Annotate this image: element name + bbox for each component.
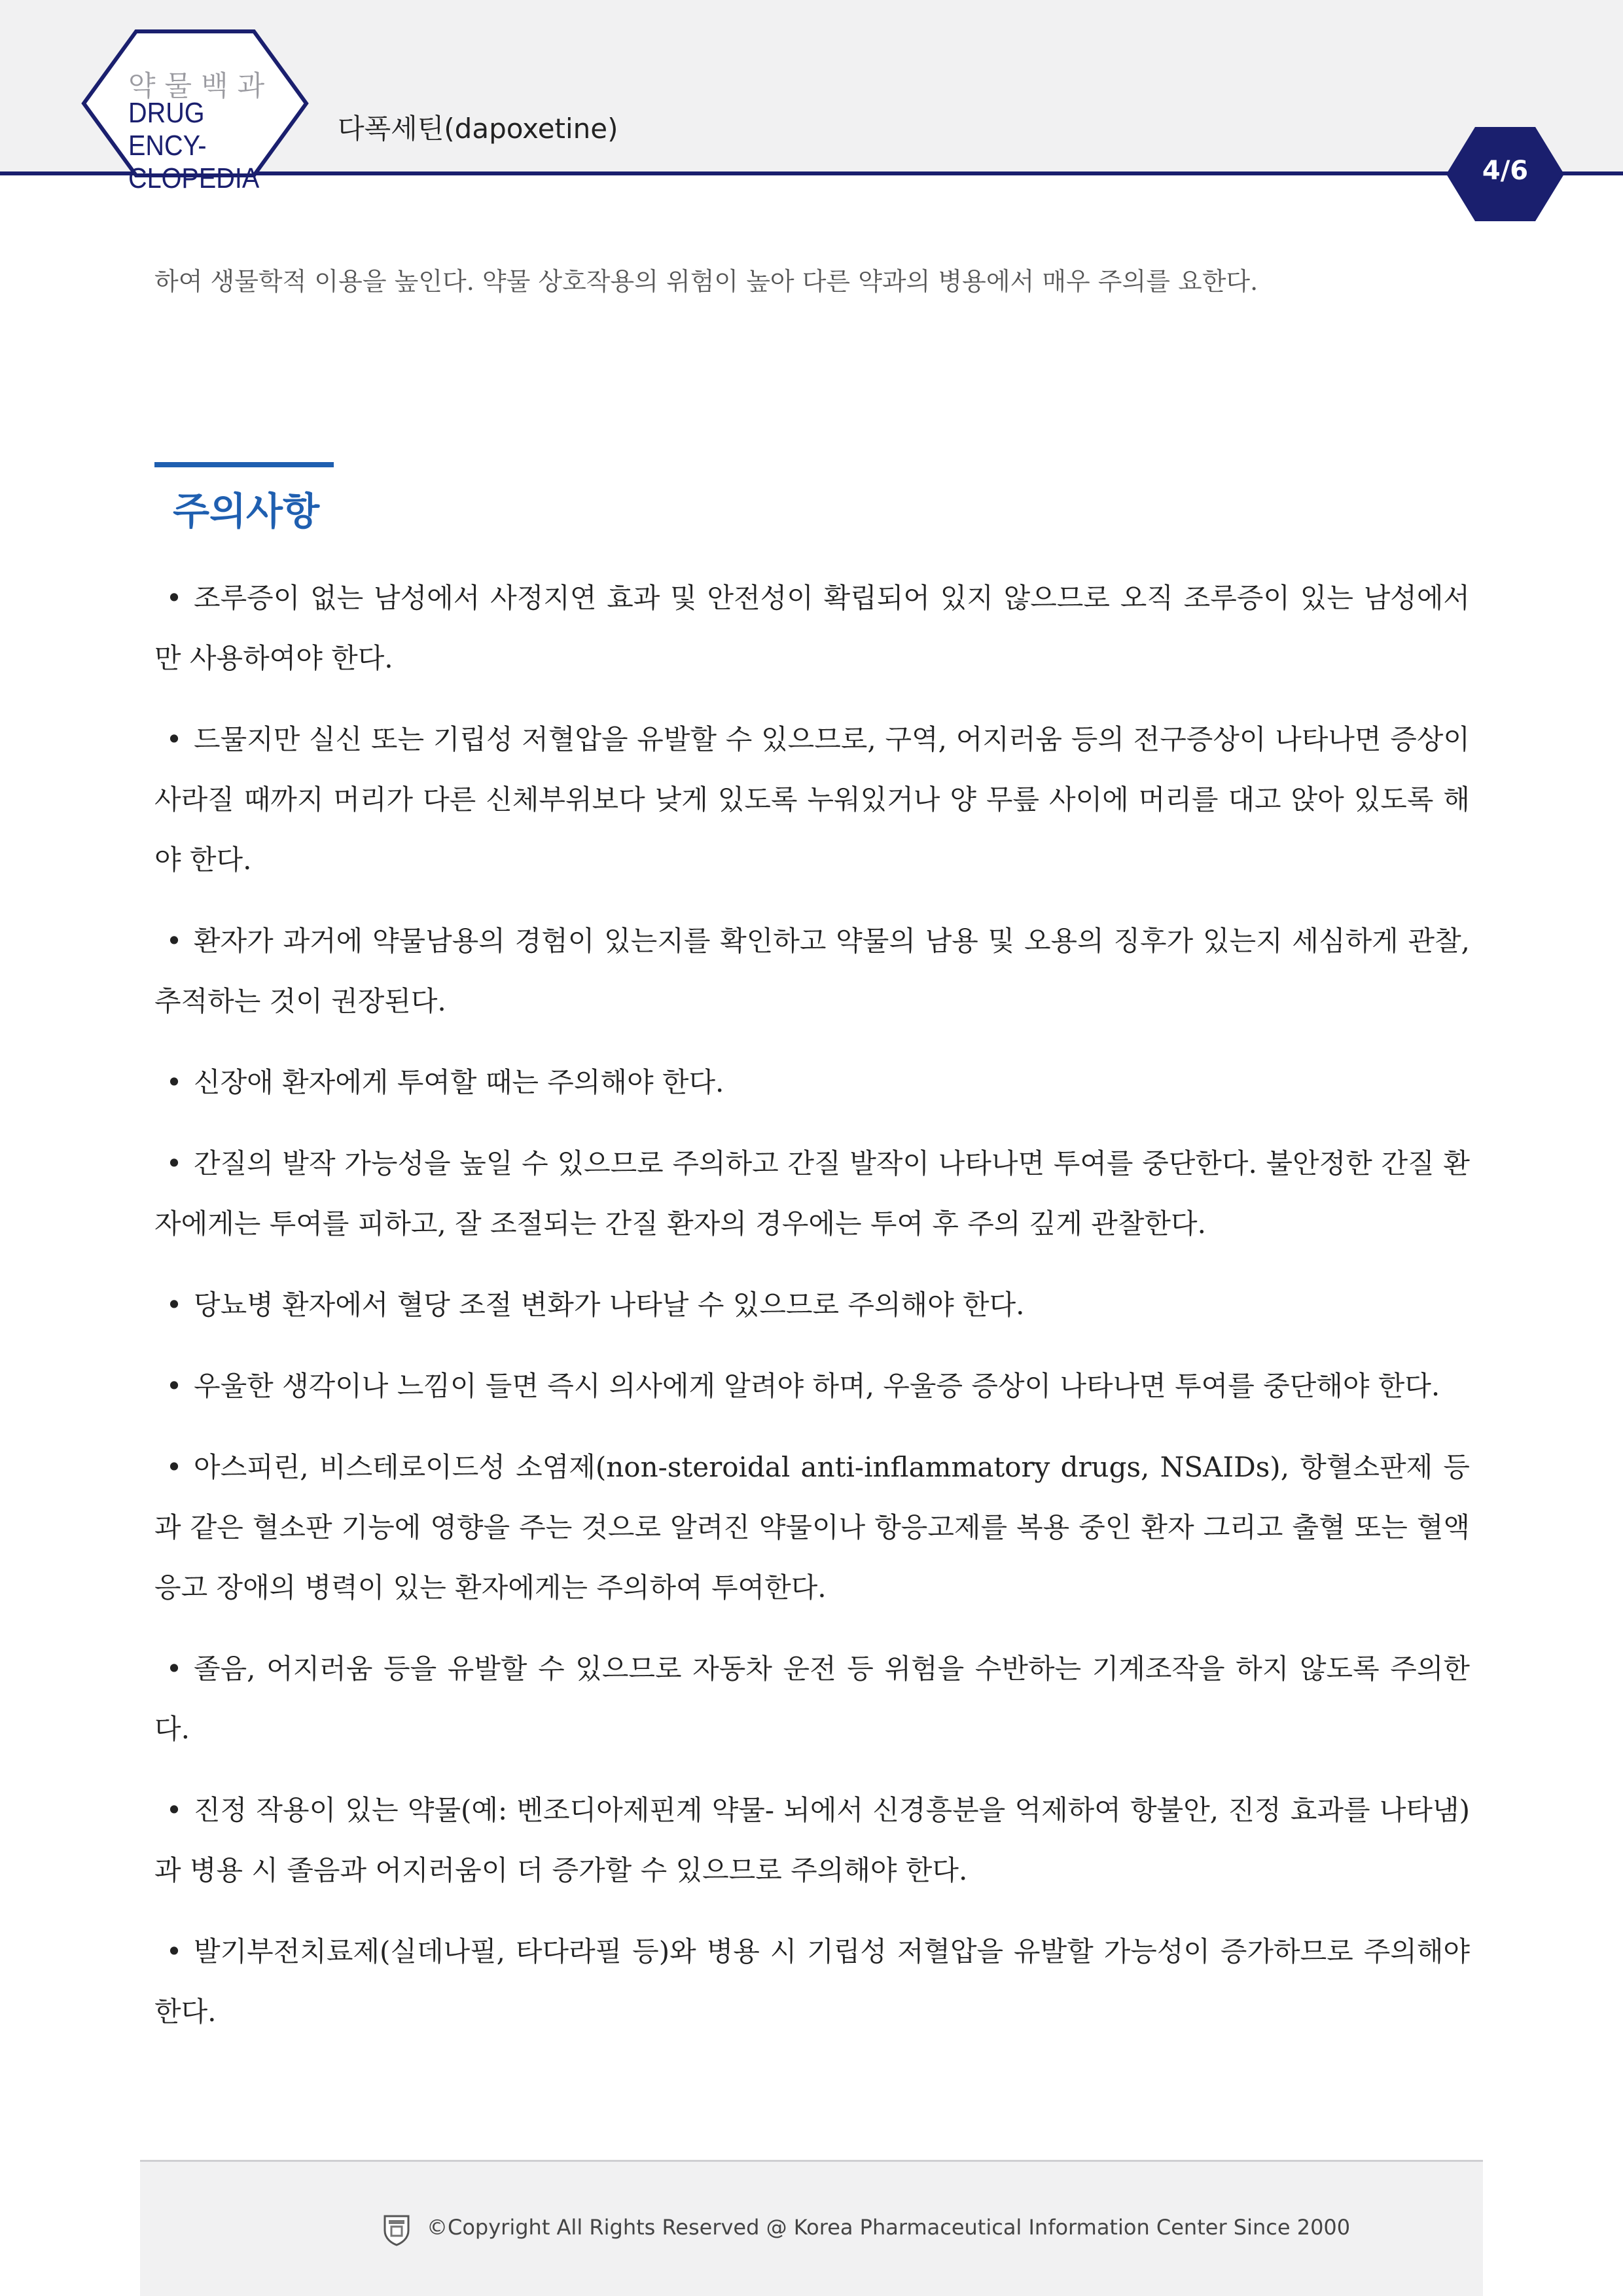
- footer-copyright: ©Copyright All Rights Reserved @ Korea Pharmaceutical Information Center Since 2000: [427, 2215, 1351, 2240]
- list-item: [154, 911, 1470, 1031]
- precautions-list: [154, 568, 1470, 2063]
- list-item: [154, 1780, 1470, 1901]
- drug-title: 다폭세틴(dapoxetine): [338, 113, 618, 145]
- page-indicator: 4/6: [1482, 156, 1529, 186]
- list-item-text: 졸음, 어지러움 등을 유발할 수 있으므로 자동차 운전 등 위험을 수반하는 기계조작을 하지 않도록 주의한다.: [154, 1653, 1470, 1745]
- section-title-rule: [154, 462, 334, 467]
- list-item-text: 당뇨병 환자에서 혈당 조절 변화가 나타날 수 있으므로 주의해야 한다.: [194, 1289, 1025, 1321]
- list-item-text: 발기부전치료제(실데나필, 타다라필 등)와 병용 시 기립성 저혈압을 유발할 가능성이 증가하므로 주의해야 한다.: [154, 1935, 1470, 2028]
- list-item-text: 아스피린, 비스테로이드성 소염제(non-steroidal anti-inflammatory drugs, NSAIDs), 항혈소판제 등과 같은 혈소판 기능에 영향을 주는 것으로 알려진 약물이나 항응고제를 복용 중인 환자 그리고 출혈 또는 혈액응고 장애의 병력이 있는 환자에게는 주의하여 투여한다.: [154, 1451, 1470, 1604]
- list-item: [154, 709, 1470, 890]
- section-title: 주의사항: [173, 489, 320, 533]
- logo-english-line-1: DRUG ENCY-: [128, 97, 207, 162]
- list-item: [154, 1356, 1470, 1416]
- bullet-dot: •: [166, 925, 183, 957]
- bullet-dot: •: [166, 1289, 183, 1321]
- list-item: [154, 1922, 1470, 2042]
- logo-korean-text: 약물백과: [128, 70, 274, 103]
- bullet-dot: •: [166, 582, 183, 614]
- logo-english-line-2: CLOPEDIA: [128, 162, 260, 194]
- list-item: [154, 1437, 1470, 1618]
- logo-english-text: [128, 97, 281, 195]
- footer-rule: [140, 2160, 1483, 2162]
- list-item: [154, 1275, 1470, 1335]
- bullet-dot: •: [166, 1794, 183, 1826]
- bullet-dot: •: [166, 723, 183, 755]
- list-item: [154, 1639, 1470, 1759]
- list-item-text: 우울한 생각이나 느낌이 들면 즉시 의사에게 알려야 하며, 우울증 증상이 나타나면 투여를 중단해야 한다.: [194, 1370, 1440, 1402]
- kpic-emblem-icon: [382, 2214, 411, 2246]
- list-item-text: 환자가 과거에 약물남용의 경험이 있는지를 확인하고 약물의 남용 및 오용의 징후가 있는지 세심하게 관찰, 추적하는 것이 권장된다.: [154, 925, 1470, 1017]
- list-item: [154, 1134, 1470, 1254]
- bullet-dot: •: [166, 1653, 183, 1685]
- bullet-dot: •: [166, 1935, 183, 1967]
- list-item-text: 간질의 발작 가능성을 높일 수 있으므로 주의하고 간질 발작이 나타나면 투여를 중단한다. 불안정한 간질 환자에게는 투여를 피하고, 잘 조절되는 간질 환자의 경우에는 투여 후 주의 깊게 관찰한다.: [154, 1147, 1470, 1240]
- list-item-text: 드물지만 실신 또는 기립성 저혈압을 유발할 수 있으므로, 구역, 어지러움 등의 전구증상이 나타나면 증상이 사라질 때까지 머리가 다른 신체부위보다 낮게 있도록 누워있거나 양 무릎 사이에 머리를 대고 앉아 있도록 해야 한다.: [154, 723, 1470, 876]
- bullet-dot: •: [166, 1066, 183, 1098]
- list-item: [154, 1052, 1470, 1113]
- list-item-text: 조루증이 없는 남성에서 사정지연 효과 및 안전성이 확립되어 있지 않으므로 오직 조루증이 있는 남성에서만 사용하여야 한다.: [154, 582, 1470, 674]
- bullet-dot: •: [166, 1147, 183, 1179]
- list-item-text: 진정 작용이 있는 약물(예: 벤조디아제핀계 약물- 뇌에서 신경흥분을 억제하여 항불안, 진정 효과를 나타냄)과 병용 시 졸음과 어지러움이 더 증가할 수 있으므로 주의해야 한다.: [154, 1794, 1470, 1886]
- list-item: [154, 568, 1470, 689]
- intro-paragraph: 하여 생물학적 이용을 높인다. 약물 상호작용의 위험이 높아 다른 약과의 병용에서 매우 주의를 요한다.: [154, 267, 1258, 296]
- list-item-text: 신장애 환자에게 투여할 때는 주의해야 한다.: [194, 1066, 724, 1098]
- bullet-dot: •: [166, 1370, 183, 1402]
- bullet-dot: •: [166, 1451, 183, 1483]
